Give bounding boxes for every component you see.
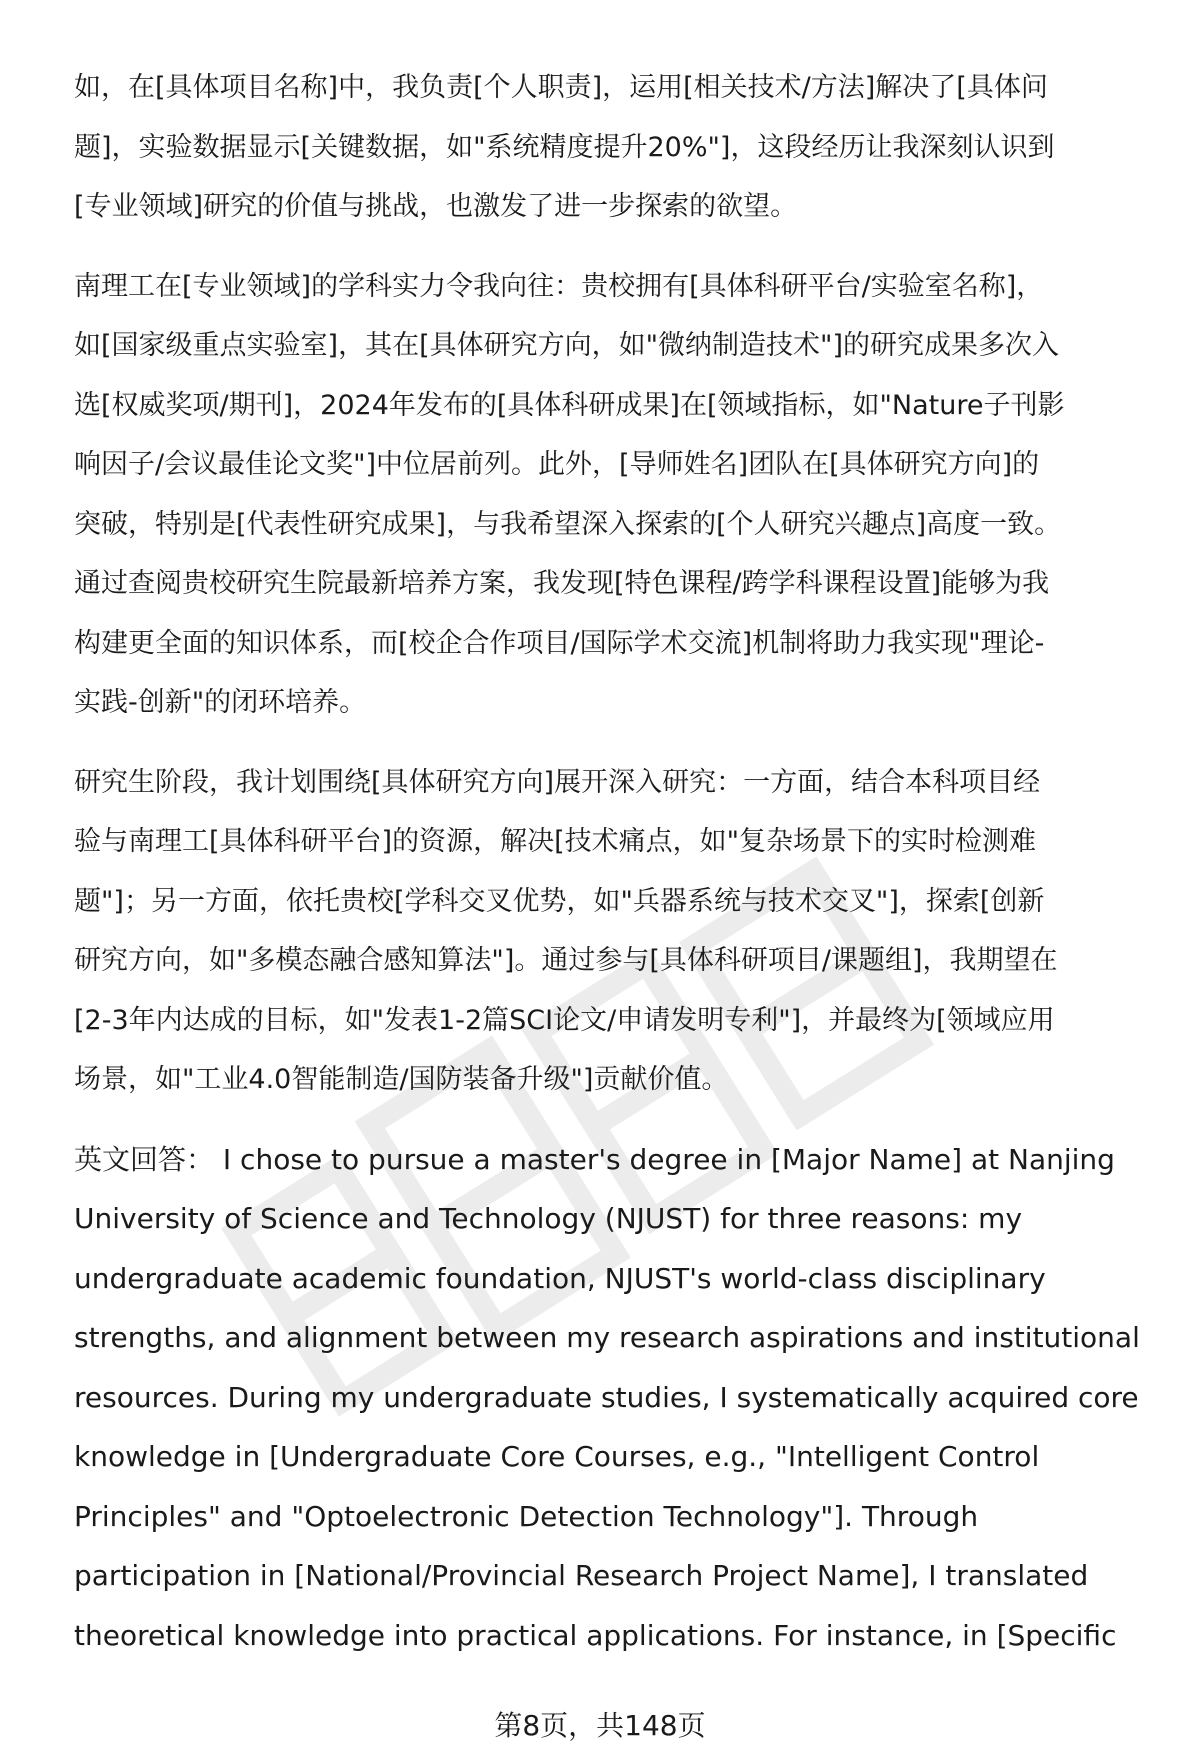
text-line: 通过查阅贵校研究生院最新培养方案，我发现[特色课程/跨学科课程设置]能够为我 <box>74 568 1050 599</box>
paragraph-project-experience <box>74 58 1154 237</box>
text-line: theoretical knowledge into practical applications. For instance, in [Specific <box>74 1618 1117 1652</box>
text-line: 场景，如"工业4.0智能制造/国防装备升级"]贡献价值。 <box>74 1064 729 1095</box>
text-line: 响因子/会议最佳论文奖"]中位居前列。此外，[导师姓名]团队在[具体研究方向]的 <box>74 449 1040 480</box>
text-line: resources. During my undergraduate studies, I systematically acquired core <box>74 1380 1139 1414</box>
page-number: 第8页，共148页 <box>494 1709 706 1742</box>
document-body <box>74 58 1154 1665</box>
text-line: 研究方向，如"多模态融合感知算法"]。通过参与[具体科研项目/课题组]，我期望在 <box>74 945 1058 976</box>
text-line: undergraduate academic foundation, NJUST's world-class disciplinary <box>74 1261 1046 1295</box>
text-line: 如，在[具体项目名称]中，我负责[个人职责]，运用[相关技术/方法]解决了[具体问 <box>74 72 1048 103</box>
text-line: 选[权威奖项/期刊]，2024年发布的[具体科研成果]在[领域指标，如"Nature子刊影 <box>74 389 1065 421</box>
text-line: 英文回答： I chose to pursue a master's degree in [Major Name] at Nanjing <box>74 1142 1115 1176</box>
text-line: 突破，特别是[代表性研究成果]，与我希望深入探索的[个人研究兴趣点]高度一致。 <box>74 508 1062 540</box>
text-line: 验与南理工[具体科研平台]的资源，解决[技术痛点，如"复杂场景下的实时检测难 <box>74 826 1037 857</box>
paragraph-english-answer <box>74 1130 1154 1666</box>
text-line: 题]，实验数据显示[关键数据，如"系统精度提升20%"]，这段经历让我深刻认识到 <box>74 131 1055 163</box>
text-line: 南理工在[专业领域]的学科实力令我向往：贵校拥有[具体科研平台/实验室名称]， <box>74 270 1044 302</box>
text-line: participation in [National/Provincial Research Project Name], I translated <box>74 1559 1089 1592</box>
text-line: knowledge in [Undergraduate Core Courses, e.g., "Intelligent Control <box>74 1440 1040 1473</box>
paragraph-research-plan <box>74 753 1154 1110</box>
text-line: [2-3年内达成的目标，如"发表1-2篇SCI论文/申请发明专利"]，并最终为[领域应用 <box>74 1004 1055 1036</box>
text-line: [专业领域]研究的价值与挑战，也激发了进一步探索的欲望。 <box>74 191 798 222</box>
text-line: 如[国家级重点实验室]，其在[具体研究方向，如"微纳制造技术"]的研究成果多次入 <box>74 330 1059 361</box>
text-line: strengths, and alignment between my research aspirations and institutional <box>74 1321 1140 1354</box>
text-line: University of Science and Technology (NJUST) for three reasons: my <box>74 1202 1023 1235</box>
text-line: 研究生阶段，我计划围绕[具体研究方向]展开深入研究：一方面，结合本科项目经 <box>74 766 1041 798</box>
text-line: 实践-创新"的闭环培养。 <box>74 687 367 718</box>
text-line: Principles" and "Optoelectronic Detection Technology"]. Through <box>74 1499 979 1533</box>
text-line: 题"]；另一方面，依托贵校[学科交叉优势，如"兵器系统与技术交叉"]，探索[创新 <box>74 885 1045 917</box>
paragraph-school-strengths <box>74 257 1154 733</box>
text-line: 构建更全面的知识体系，而[校企合作项目/国际学术交流]机制将助力我实现"理论- <box>74 627 1045 659</box>
